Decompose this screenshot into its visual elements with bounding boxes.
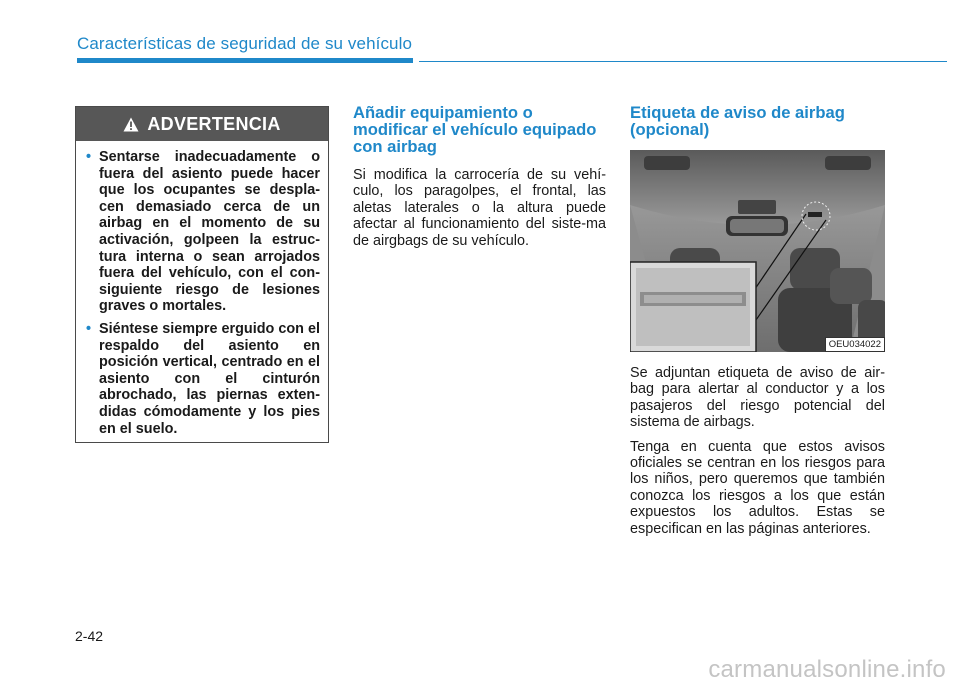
warning-item: [86, 321, 320, 437]
warning-item-text: Sentarse inadecuadamente o fuera del asiento puede hacer que los ocupantes se despla-cen demasiado cerca de un airbag en el momento de su activación, golpeen la estruc-tura interna o sean arrojados fuera del vehículo, con el con-siguiente riesgo de lesiones graves o mortales.: [99, 149, 320, 315]
page-number: 2-42: [75, 628, 104, 644]
modify-section: [353, 104, 606, 257]
airbag-label-section: [630, 104, 885, 545]
figure-code: OEU034022: [825, 337, 885, 352]
warning-triangle-icon: [123, 117, 139, 132]
warning-header: [76, 107, 328, 141]
airbag-label-paragraph: Se adjuntan etiqueta de aviso de air-bag para alertar al conductor y a los pasajeros del riesgo potencial del sistema de airbags.: [630, 365, 885, 431]
airbag-label-heading: Etiqueta de aviso de airbag (opcional): [630, 103, 845, 139]
airbag-label-paragraph: Tenga en cuenta que estos avisos oficiales se centran en los riesgos para los niños, pero queremos que también conozca los riesgos a los que están expuestos los adultos. Estas se especifican en las páginas anteriores.: [630, 438, 885, 537]
airbag-label-illustration: [630, 150, 885, 352]
modify-paragraph: Si modifica la carrocería de su vehí-culo, los paragolpes, el frontal, las aletas laterales o la altura puede afectar al funcionamiento del siste-ma de airgbags de su vehículo.: [353, 167, 606, 249]
warning-item: [86, 149, 320, 315]
watermark: carmanualsonline.info: [708, 656, 946, 683]
warning-item-text: Siéntese siempre erguido con el respaldo del asiento en posición vertical, centrado en el asiento con el cinturón abrochado, las piernas exten-didas cómodamente y los pies en el suelo.: [99, 320, 320, 437]
header-rule-thick: [77, 58, 413, 63]
header-rule-thin: [419, 61, 947, 62]
bullet-icon: •: [86, 320, 92, 337]
modify-heading: Añadir equipamiento o modificar el vehículo equipado con airbag: [353, 103, 597, 156]
bullet-icon: •: [86, 149, 92, 165]
warning-box: [75, 106, 329, 443]
warning-title: ADVERTENCIA: [147, 113, 281, 134]
car-interior-illustration: [630, 150, 885, 352]
warning-body: [76, 141, 328, 437]
section-title: Características de seguridad de su vehículo: [77, 34, 413, 53]
